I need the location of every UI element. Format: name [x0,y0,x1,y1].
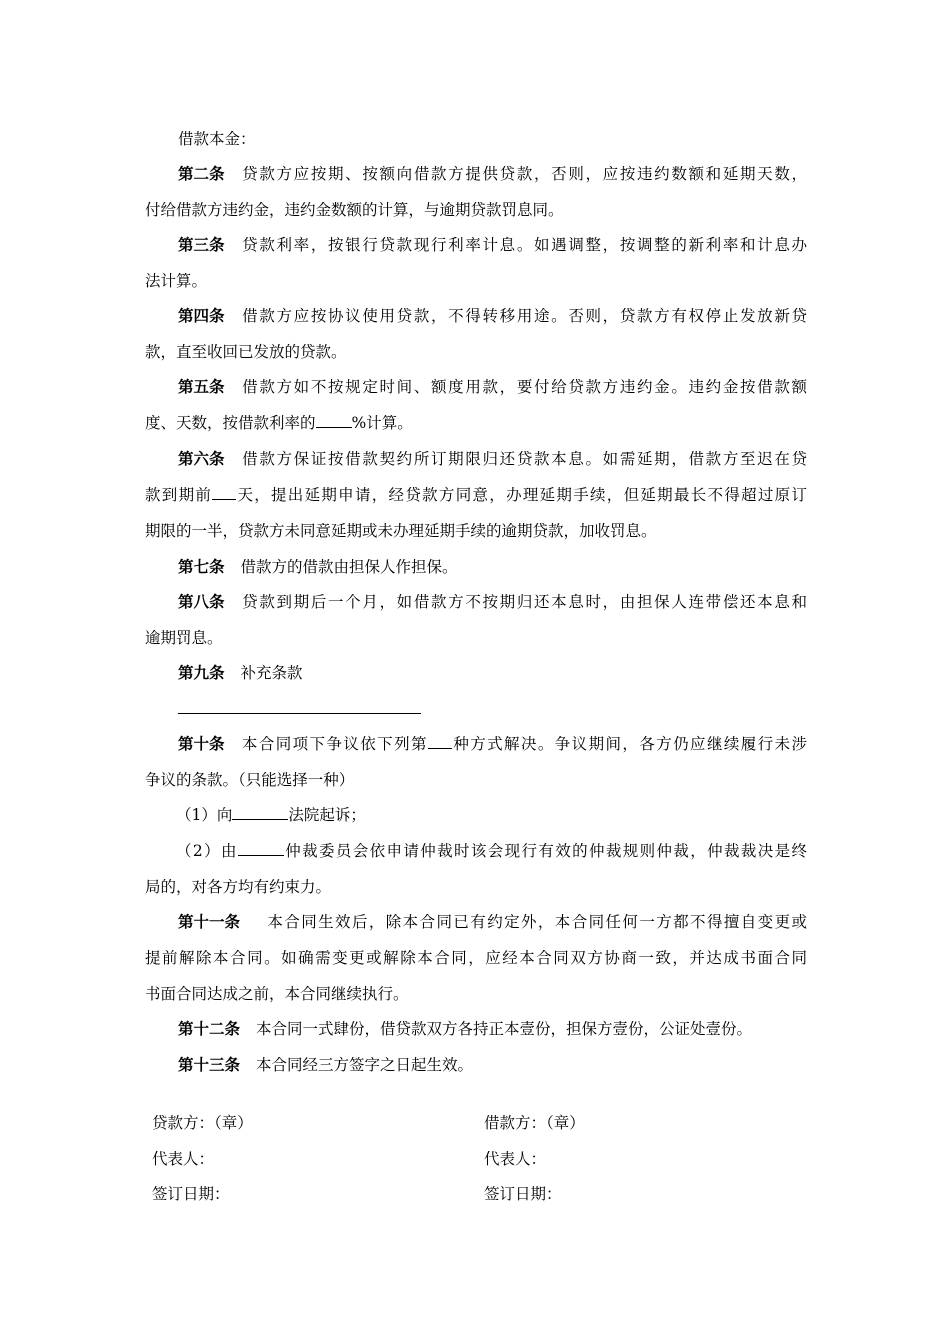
lender-representative-label: 代表人： [152,1150,215,1168]
intro-text: 借款本金： [178,130,256,148]
article-3-line-1 [178,234,807,256]
article-6-text-1: 借款方保证按借款契约所订期限归还贷款本息。如需延期，借款方至迟在贷 [240,450,807,468]
blank-days-before[interactable] [212,485,236,500]
article-12-text-1: 本合同一式肆份，借贷款双方各持正本壹份，担保方壹份，公证处壹份。 [256,1020,753,1038]
article-5-text-1: 借款方如不按规定时间、额度用款，要付给贷款方违约金。违约金按借款额 [240,378,807,396]
article-8-text-1: 贷款到期后一个月，如借款方不按期归还本息时，由担保人连带偿还本息和 [240,593,807,611]
article-3-heading: 第三条 [178,235,225,254]
blank-method-number[interactable] [428,734,452,749]
article-11-line-2 [145,947,807,969]
article-10-option-2 [176,840,807,862]
article-2-text-1: 贷款方应按期、按额向借款方提供贷款，否则，应按违约数额和延期天数， [240,165,807,183]
article-3-text-1: 贷款利率，按银行贷款现行利率计息。如遇调整，按调整的新利率和计息办 [240,236,807,254]
option-1-text-b: 法院起诉； [288,806,366,824]
article-2-text-2: 付给借款方违约金，违约金数额的计算，与逾期贷款罚息同。 [145,201,564,219]
article-4-line-2 [145,341,807,363]
article-11-line-1 [178,911,807,933]
article-4-text-1: 借款方应按协议使用贷款，不得转移用途。否则，贷款方有权停止发放新贷 [240,307,807,325]
article-3-line-2 [145,270,807,292]
article-7-line-1 [178,556,807,578]
option-2-text-b: 仲裁委员会依申请仲裁时该会现行有效的仲裁规则仲裁，仲裁裁决是终 [283,842,807,860]
article-4-heading: 第四条 [178,306,225,325]
article-10-text-1a: 本合同项下争议依下列第 [240,735,428,753]
article-5-line-2 [145,412,807,434]
article-3-text-2: 法计算。 [145,272,208,290]
article-8-line-2 [145,627,807,649]
article-10-heading: 第十条 [178,734,225,753]
article-11-heading: 第十一条 [178,912,241,931]
article-12-line-1 [178,1018,807,1040]
article-11-line-3 [145,983,807,1005]
borrower-seal-label: 借款方：（章） [484,1114,585,1132]
lender-seal-label: 贷款方：（章） [152,1114,253,1132]
article-10-option-1 [176,804,805,826]
article-4-text-2: 款，直至收回已发放的贷款。 [145,343,347,361]
article-2-line-2 [145,199,807,221]
article-9-text-1: 补充条款 [240,664,303,682]
option-1-text-a: （1）向 [176,806,233,824]
article-5-line-1 [178,376,807,398]
borrower-representative-label: 代表人： [484,1150,547,1168]
article-10-text-1b: 种方式解决。争议期间，各方仍应继续履行未涉 [451,735,807,753]
lender-sign-date-label: 签订日期： [152,1185,230,1203]
article-10-line-1 [178,733,807,755]
article-10-text-2: 争议的条款。（只能选择一种） [145,771,355,789]
article-5-text-2b: %计算。 [351,414,413,432]
article-13-heading: 第十三条 [178,1055,241,1074]
article-8-text-2: 逾期罚息。 [145,629,223,647]
article-7-text-1: 借款方的借款由担保人作担保。 [240,558,458,576]
article-4-line-1 [178,305,807,327]
article-10-line-2 [145,769,807,791]
article-11-text-1: 本合同生效后，除本合同已有约定外，本合同任何一方都不得擅自变更或 [266,913,807,931]
blank-court-name[interactable] [232,805,288,820]
blank-rate-percent[interactable] [316,413,352,428]
article-11-text-3: 书面合同达成之前，本合同继续执行。 [145,985,409,1003]
article-5-heading: 第五条 [178,377,225,396]
article-2-line-1 [178,163,807,185]
option-2-text-a: （2）由 [176,842,238,860]
supplementary-terms-blank[interactable] [178,713,421,714]
article-11-text-2: 提前解除本合同。如确需变更或解除本合同，应经本合同双方协商一致，并达成书面合同 [145,949,807,967]
article-8-heading: 第八条 [178,592,225,611]
article-9-line-1 [178,662,807,684]
borrower-sign-date-label: 签订日期： [484,1185,562,1203]
blank-arbitration-committee[interactable] [238,841,284,856]
article-6-text-3: 期限的一半，贷款方未同意延期或未办理延期手续的逾期贷款，加收罚息。 [145,522,657,540]
article-6-heading: 第六条 [178,449,225,468]
article-10-option-2-line-2 [145,876,807,898]
article-2-heading: 第二条 [178,164,225,183]
article-6-line-2 [145,484,807,506]
article-6-line-1 [178,448,807,470]
article-13-text-1: 本合同经三方签字之日起生效。 [256,1056,474,1074]
article-7-heading: 第七条 [178,557,225,576]
article-6-text-2b: 天，提出延期申请，经贷款方同意，办理延期手续，但延期最长不得超过原订 [236,486,807,504]
article-9-heading: 第九条 [178,663,225,682]
article-8-line-1 [178,591,807,613]
article-5-text-2a: 度、天数，按借款利率的 [145,414,316,432]
article-13-line-1 [178,1054,807,1076]
article-12-heading: 第十二条 [178,1019,241,1038]
article-6-line-3 [145,520,807,542]
option-2-text-c: 局的，对各方均有约束力。 [145,878,332,896]
intro-line [178,128,807,150]
article-6-text-2a: 款到期前 [145,486,213,504]
